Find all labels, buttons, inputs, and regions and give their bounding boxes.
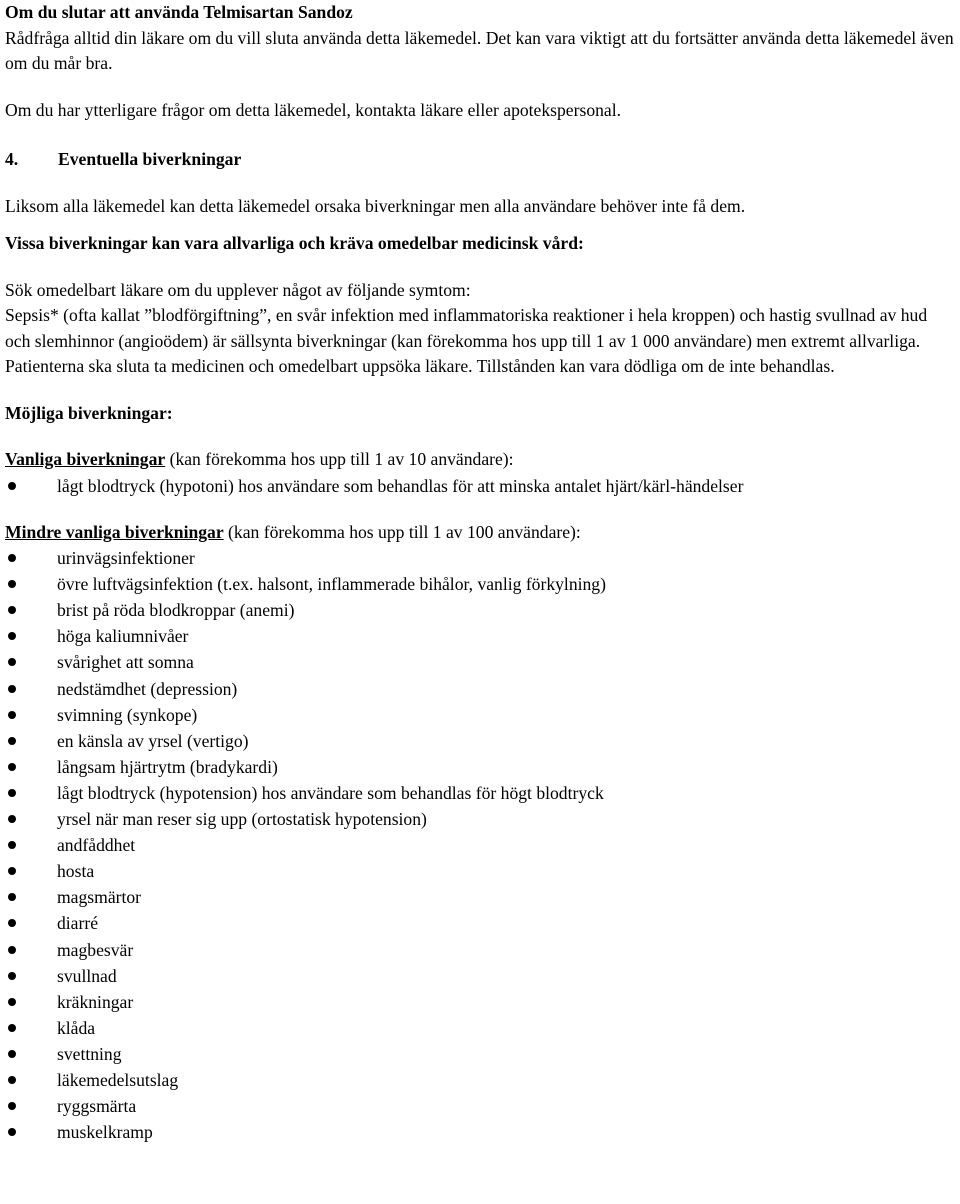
list-item: diarré: [5, 910, 955, 936]
list-item: andfåddhet: [5, 832, 955, 858]
section-4-intro: Liksom alla läkemedel kan detta läkemedel orsaka biverkningar men alla användare behöver inte få dem.: [5, 195, 746, 216]
stop-heading: Om du slutar att använda Telmisartan Sandoz: [5, 2, 353, 22]
uncommon-heading: [5, 520, 955, 546]
serious-heading: Vissa biverkningar kan vara allvarliga och kräva omedelbar medicinsk vård:: [5, 233, 584, 253]
list-item: långsam hjärtrytm (bradykardi): [5, 754, 955, 780]
list-item: urinvägsinfektioner: [5, 545, 955, 571]
list-item: magsmärtor: [5, 884, 955, 910]
list-item: läkemedelsutslag: [5, 1067, 955, 1093]
more-questions-text: Om du har ytterligare frågor om detta läkemedel, kontakta läkare eller apotekspersonal.: [5, 99, 622, 120]
list-item: svårighet att somna: [5, 649, 955, 675]
list-item: klåda: [5, 1015, 955, 1041]
list-item: övre luftvägsinfektion (t.ex. halsont, inflammerade bihålor, vanlig förkylning): [5, 571, 955, 597]
common-list: [5, 473, 955, 499]
list-item: svettning: [5, 1041, 955, 1067]
common-frequency: (kan förekomma hos upp till 1 av 10 användare):: [165, 449, 514, 469]
uncommon-list: [5, 545, 955, 1145]
list-item: höga kaliumnivåer: [5, 623, 955, 649]
list-item: muskelkramp: [5, 1119, 955, 1145]
list-item: lågt blodtryck (hypotension) hos användare som behandlas för högt blodtryck: [5, 780, 955, 806]
common-label: Vanliga biverkningar: [5, 449, 166, 469]
section-number: 4.: [5, 149, 19, 169]
uncommon-frequency: (kan förekomma hos upp till 1 av 100 användare):: [223, 521, 581, 542]
section-4-heading: [5, 147, 955, 173]
list-item: ryggsmärta: [5, 1093, 955, 1119]
common-heading: [5, 447, 955, 473]
section-title: Eventuella biverkningar: [58, 149, 242, 169]
list-item: lågt blodtryck (hypotoni) hos användare som behandlas för att minska antalet hjärt/kärl-händelser: [5, 473, 955, 499]
list-item: svimning (synkope): [5, 702, 955, 728]
list-item: nedstämdhet (depression): [5, 676, 955, 702]
list-item: hosta: [5, 858, 955, 884]
serious-line-1: Sök omedelbart läkare om du upplever något av följande symtom:: [5, 279, 471, 300]
uncommon-label: Mindre vanliga biverkningar: [5, 521, 224, 542]
list-item: kräkningar: [5, 989, 955, 1015]
possible-heading: Möjliga biverkningar:: [5, 402, 173, 423]
list-item: en känsla av yrsel (vertigo): [5, 728, 955, 754]
stop-body: Rådfråga alltid din läkare om du vill sluta använda detta läkemedel. Det kan vara viktigt att du fortsätter använda detta läkemedel även om du mår bra.: [5, 27, 954, 73]
list-item: brist på röda blodkroppar (anemi): [5, 597, 955, 623]
serious-line-2: Sepsis* (ofta kallat ”blodförgiftning”, en svår infektion med inflammatoriska reaktioner i hela kroppen) och hastig svullnad av hud och slemhinnor (angioödem) är sällsynta biverkningar (kan förekomma hos upp till 1 av 1 000 användare) men extremt allvarliga. Patienterna ska sluta ta medicinen och omedelbart uppsöka läkare. Tillstånden kan vara dödliga om de inte behandlas.: [5, 305, 928, 376]
list-item: yrsel när man reser sig upp (ortostatisk hypotension): [5, 806, 955, 832]
list-item: magbesvär: [5, 937, 955, 963]
list-item: svullnad: [5, 963, 955, 989]
